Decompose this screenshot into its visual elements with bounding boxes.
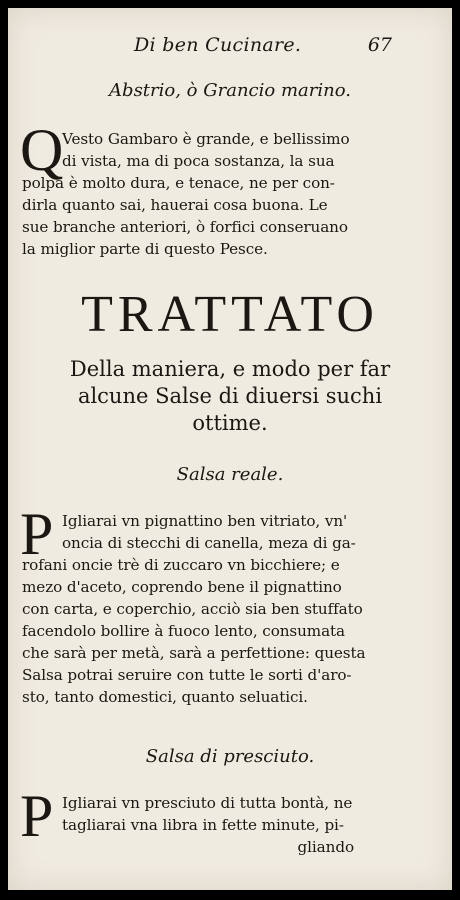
text-line: mezo d'aceto, coprendo bene il pignattino — [22, 578, 342, 596]
section-title-abstrio: Abstrio, ò Grancio marino. — [109, 80, 351, 101]
text-line: che sarà per metà, sarà a perfettione: questa — [22, 644, 366, 662]
text-line: tagliarai vna libra in fette minute, pi- — [62, 816, 344, 834]
text-line: Vesto Gambaro è grande, e bellissimo — [62, 130, 350, 148]
book-page — [8, 8, 452, 890]
text-line: dirla quanto sai, hauerai cosa buona. Le — [22, 196, 328, 214]
text-line: sue branche anteriori, ò forfici conseruano — [22, 218, 348, 236]
running-head-title: Di ben Cucinare. — [134, 34, 302, 56]
text-line: con carta, e coperchio, acciò sia ben stuffato — [22, 600, 363, 618]
text-line: rofani oncie trè di zuccaro vn bicchiere; e — [22, 556, 340, 574]
text-line: di vista, ma di poca sostanza, la sua — [62, 152, 335, 170]
text-line: Salsa potrai seruire con tutte le sorti d'aro- — [22, 666, 352, 684]
paragraph-abstrio — [22, 128, 414, 260]
catchword: gliando — [297, 838, 354, 856]
treatise-heading: TRATTATO — [81, 286, 379, 343]
dropcap-p: P — [20, 501, 54, 567]
text-line: Igliarai vn pignattino ben vitriato, vn' — [62, 512, 348, 530]
paragraph-salsa-presciuto — [22, 792, 414, 858]
treatise-subtitle-line: Della maniera, e modo per far — [69, 357, 391, 381]
text-line: Igliarai vn presciuto di tutta bontà, ne — [62, 794, 353, 812]
running-head — [8, 34, 452, 60]
section-title-salsa-reale: Salsa reale. — [176, 464, 284, 485]
dropcap-q: Q — [20, 117, 64, 183]
treatise-subtitle-line: ottime. — [192, 411, 268, 435]
page-number: 67 — [367, 34, 392, 56]
treatise-subtitle-line: alcune Salse di diuersi suchi — [77, 384, 383, 408]
text-line: facendolo bollire à fuoco lento, consumata — [22, 622, 346, 640]
text-line: la miglior parte di questo Pesce. — [22, 240, 268, 258]
section-title-salsa-presciuto: Salsa di presciuto. — [145, 746, 315, 767]
paragraph-salsa-reale — [22, 510, 414, 708]
text-line: polpa è molto dura, e tenace, ne per con- — [22, 174, 335, 192]
dropcap-p: P — [20, 783, 54, 849]
text-line: sto, tanto domestici, quanto seluatici. — [22, 688, 308, 706]
text-line: oncia di stecchi di canella, meza di ga- — [62, 534, 356, 552]
